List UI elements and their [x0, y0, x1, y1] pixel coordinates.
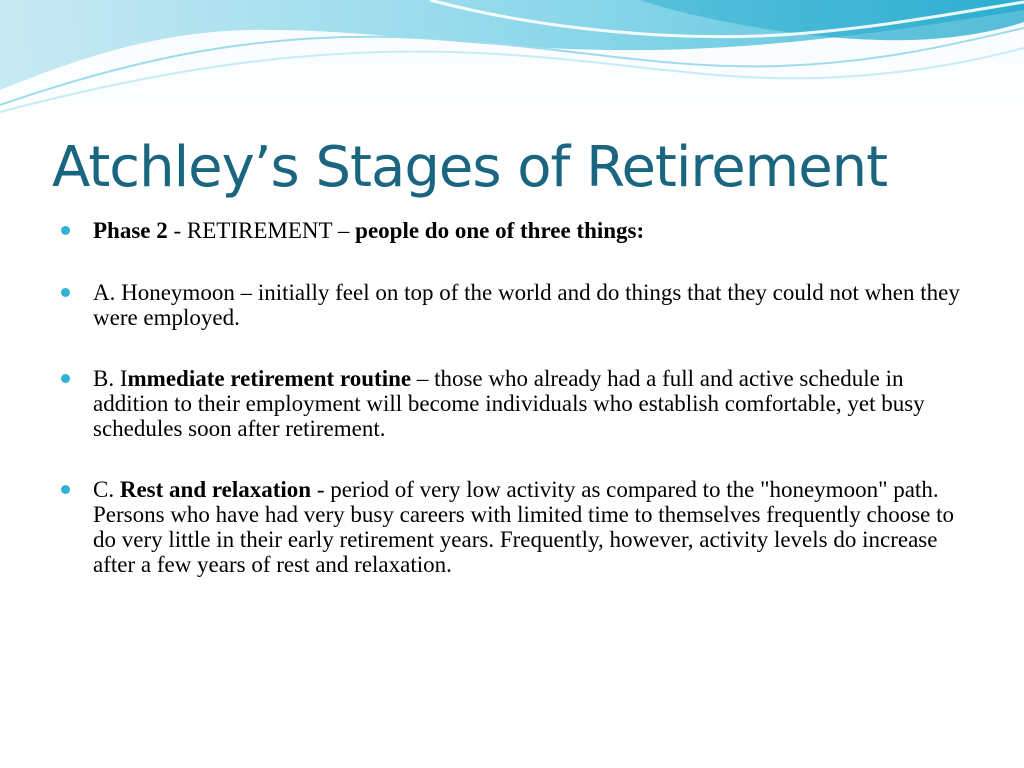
bullet-dot-icon	[61, 288, 70, 297]
bullet-immediate-routine	[60, 366, 960, 441]
bullet-rest-relaxation	[60, 477, 960, 577]
bullet-rest-prefix: C.	[93, 477, 120, 502]
bullet-dot-icon	[61, 374, 70, 383]
bullet-phase-middle: - RETIREMENT –	[167, 218, 356, 243]
bullet-list	[60, 218, 960, 613]
page-title: Atchley’s Stages of Retirement	[52, 135, 888, 200]
bullet-immediate-prefix: B. I	[93, 366, 128, 391]
bullet-rest-term: Rest and relaxation	[119, 477, 312, 502]
bullet-phase-tail: people do one of three things:	[355, 218, 645, 243]
bullet-dot-icon	[61, 226, 70, 235]
bullet-rest-text: - period of very low activity as compared to the "honeymoon" path. Persons who have had very busy careers with limited time to themselves frequently choose to do very little in their early retirement years. Frequently, however, activity levels do increase after a few years of rest and relaxation.	[93, 477, 955, 577]
bullet-phase-2	[60, 218, 960, 243]
bullet-dot-icon	[61, 485, 70, 494]
bullet-honeymoon	[60, 280, 960, 330]
bullet-honeymoon-text: A. Honeymoon – initially feel on top of the world and do things that they could not when they were employed.	[93, 280, 960, 330]
bullet-phase-lead: Phase 2	[93, 218, 168, 243]
bullet-immediate-term: mmediate retirement routine	[127, 366, 412, 391]
bullet-immediate-text: – those who already had a full and active schedule in addition to their employment will become individuals who establish comfortable, yet busy schedules soon after retirement.	[93, 366, 925, 441]
decorative-wave-banner	[0, 0, 1024, 125]
